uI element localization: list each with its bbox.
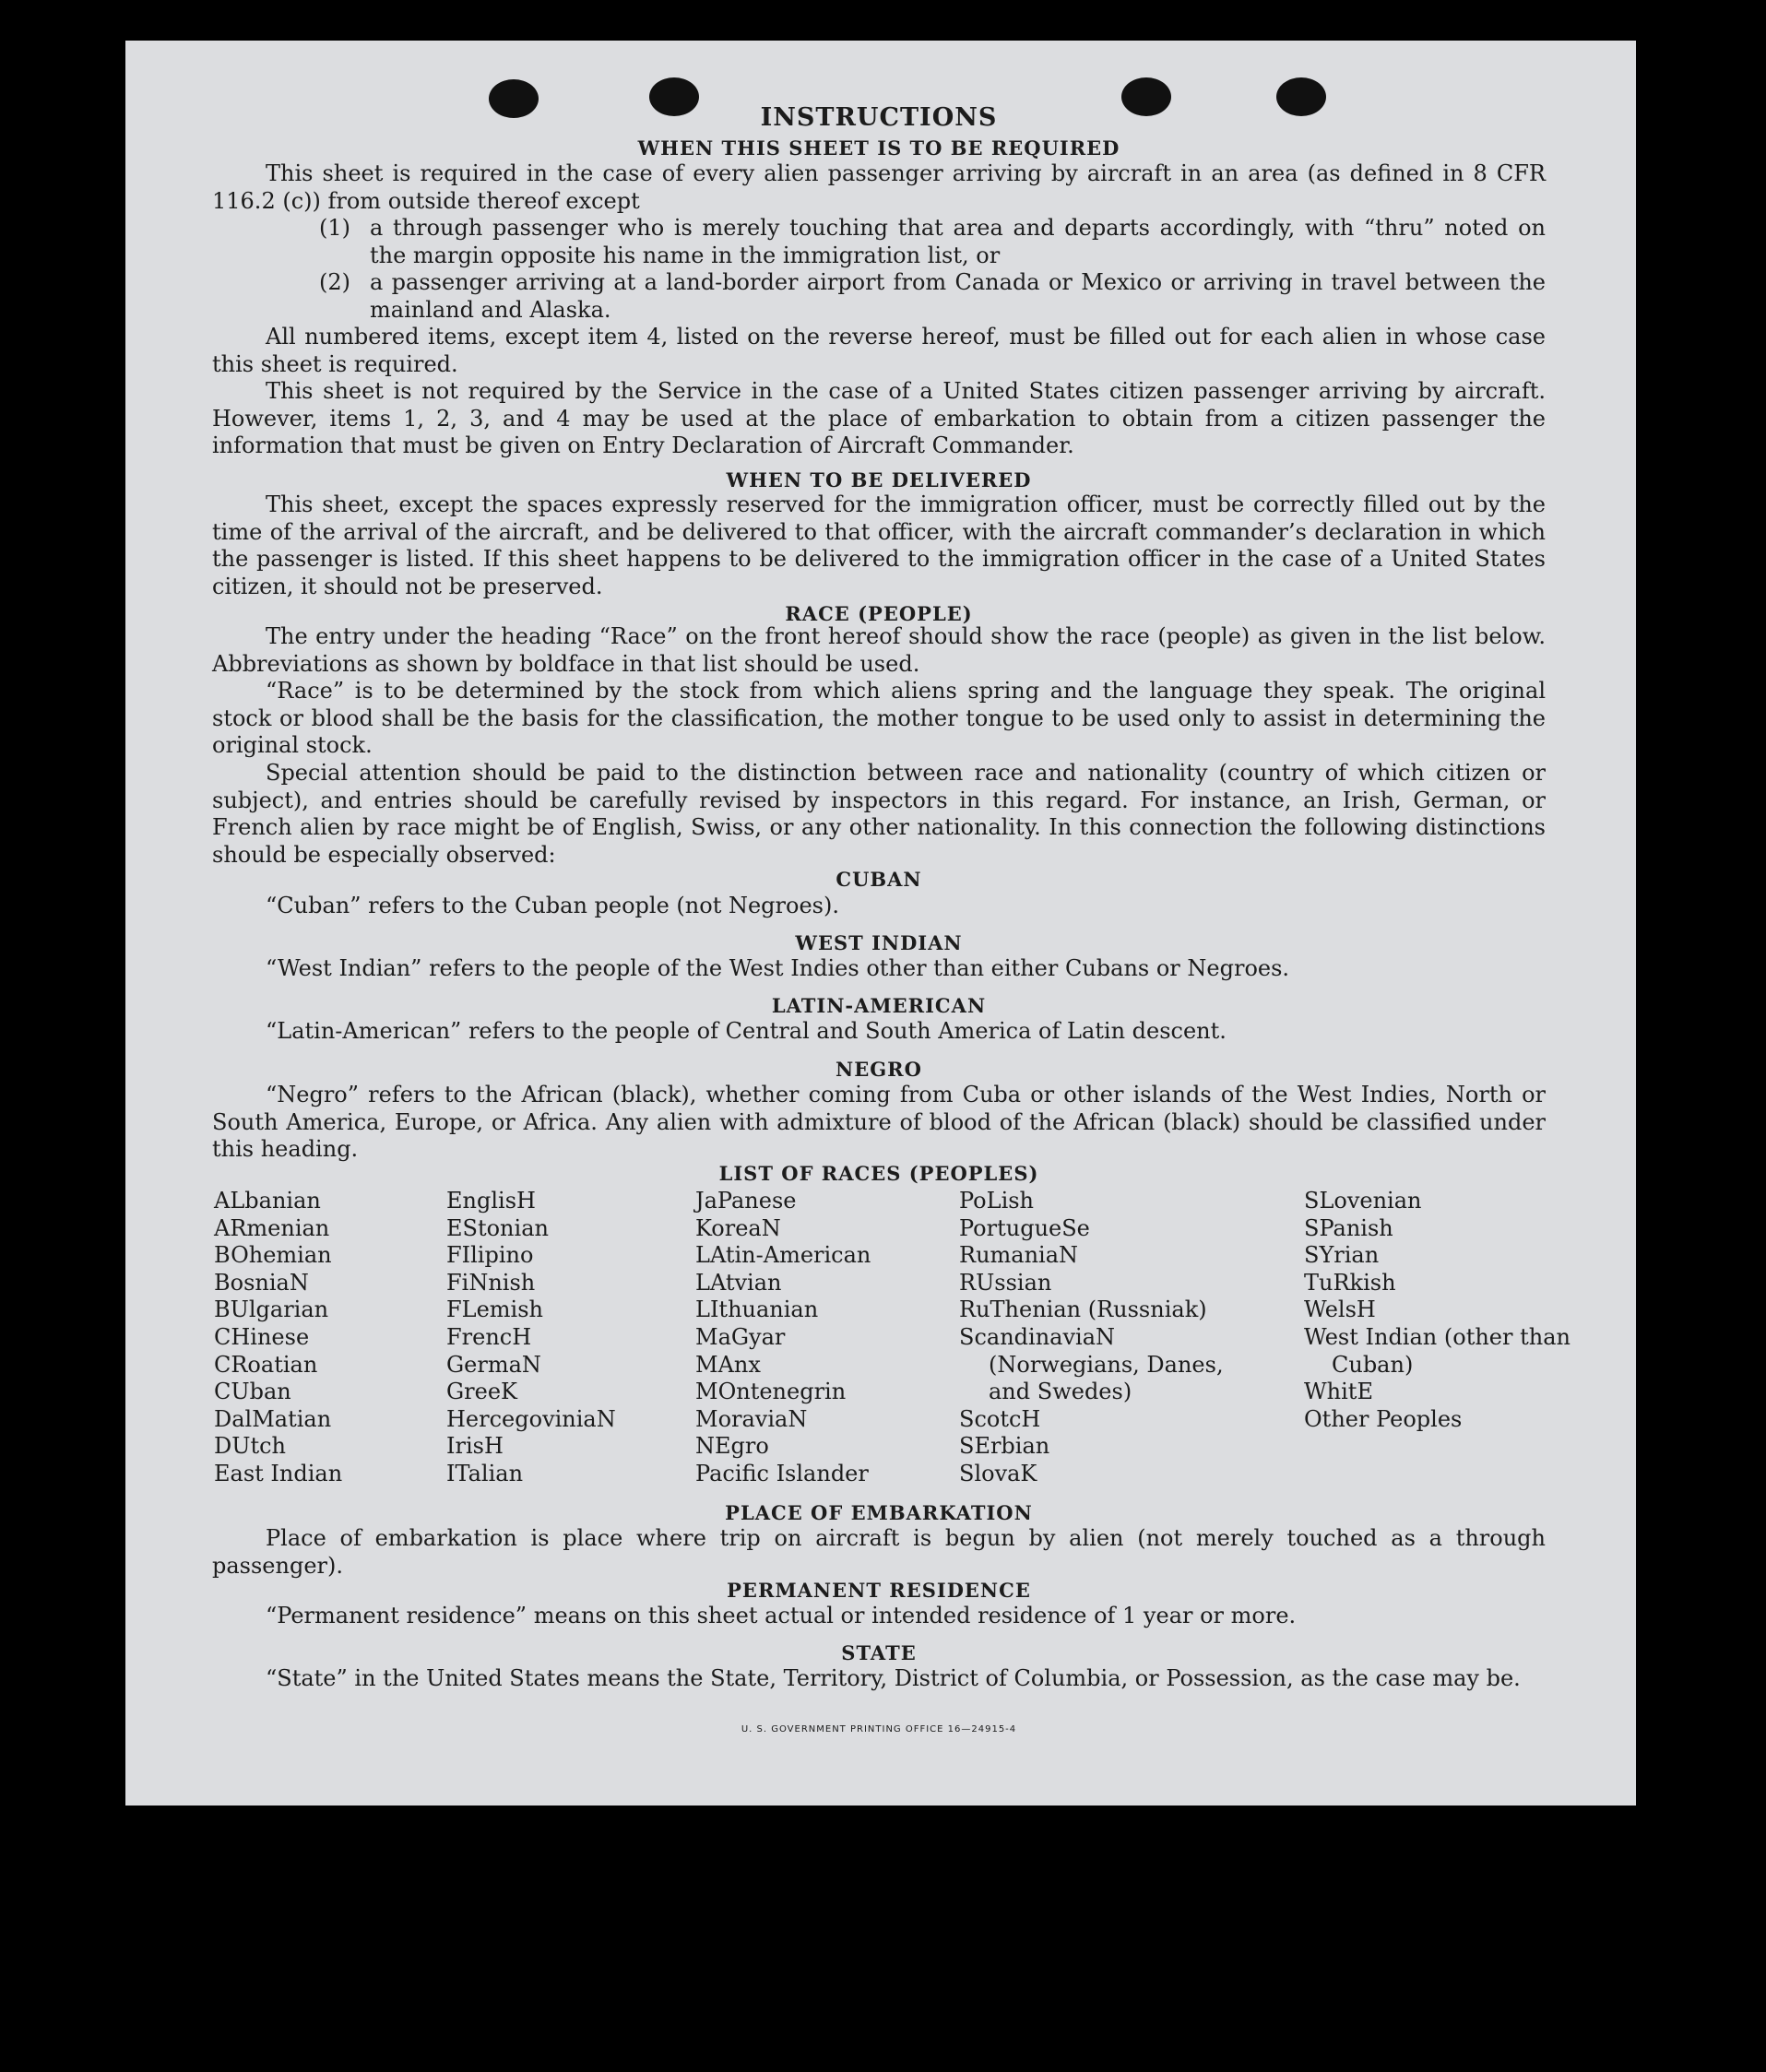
section-heading-state: STATE bbox=[841, 1641, 917, 1664]
race-item: HercegoviniaN bbox=[446, 1405, 616, 1432]
section-heading-race: RACE (PEOPLE) bbox=[785, 602, 973, 625]
list-item bbox=[319, 269, 1546, 324]
race-item: SlovaK bbox=[959, 1460, 1037, 1486]
race-item: WhitE bbox=[1304, 1379, 1373, 1405]
race-item: BUlgarian bbox=[214, 1296, 329, 1323]
paragraph: This sheet is required in the case of every alien passenger arriving by aircraft in an area (as defined in 8 CFR 116.2 (c)) from outside thereof except bbox=[212, 160, 1546, 214]
list-item-number: (2) bbox=[319, 269, 350, 295]
races-column bbox=[446, 1188, 686, 1488]
section-heading-when-required: WHEN THIS SHEET IS TO BE REQUIRED bbox=[637, 136, 1120, 160]
races-column bbox=[959, 1188, 1263, 1488]
race-item: West Indian (other than Cuban) bbox=[1304, 1323, 1570, 1378]
race-item: MaGyar bbox=[695, 1323, 786, 1350]
race-item: IrisH bbox=[446, 1433, 504, 1460]
race-item: EnglisH bbox=[446, 1188, 536, 1214]
section-heading-cuban: CUBAN bbox=[836, 868, 922, 891]
race-item: FiNnish bbox=[446, 1269, 536, 1296]
paragraph: “State” in the United States means the State, Territory, District of Columbia, or Possession, as the case may be. bbox=[266, 1665, 1521, 1691]
races-column bbox=[695, 1188, 954, 1488]
section-heading-west-indian: WEST INDIAN bbox=[795, 931, 963, 954]
race-item: ITalian bbox=[446, 1460, 524, 1486]
list-item bbox=[319, 215, 1546, 269]
paragraph: This sheet is not required by the Service in the case of a United States citizen passenger arriving by aircraft. However, items 1, 2, 3, and 4 may be used at the place of embarkation to obtain from a citizen passenger the information that must be given on Entry Declaration of Aircraft Commander. bbox=[212, 378, 1546, 458]
race-item: CUban bbox=[214, 1379, 291, 1405]
race-item: DUtch bbox=[214, 1433, 287, 1460]
race-item: KoreaN bbox=[695, 1214, 781, 1241]
race-item: Other Peoples bbox=[1304, 1405, 1463, 1432]
race-item: PoLish bbox=[959, 1188, 1035, 1214]
races-column bbox=[214, 1188, 435, 1488]
race-item: ARmenian bbox=[214, 1214, 330, 1241]
paragraph: This sheet, except the spaces expressly reserved for the immigration officer, must be correctly filled out by the time of the arrival of the aircraft, and be delivered to that officer, with the aircraft commander’s declaration in which the passenger is listed. If this sheet happens to be delivered to the immigration officer in the case of a United States citizen, it should not be preserved. bbox=[212, 491, 1546, 599]
race-item: LIthuanian bbox=[695, 1296, 819, 1323]
race-item: SYrian bbox=[1304, 1242, 1380, 1269]
race-item: SLovenian bbox=[1304, 1188, 1422, 1214]
race-item: BosniaN bbox=[214, 1269, 309, 1296]
race-item: MOntenegrin bbox=[695, 1379, 847, 1405]
race-item: JaPanese bbox=[695, 1188, 797, 1214]
paragraph: Place of embarkation is place where trip on aircraft is begun by alien (not merely touched as a through passenger). bbox=[212, 1525, 1546, 1579]
races-column bbox=[1304, 1188, 1570, 1433]
list-item-text: a through passenger who is merely touching that area and departs accordingly, with “thru” noted on the margin opposite his name in the immigration list, or bbox=[370, 215, 1546, 268]
race-item: TuRkish bbox=[1304, 1269, 1396, 1296]
paragraph: The entry under the heading “Race” on the front hereof should show the race (people) as given in the list below. Abbreviations as shown by boldface in that list should be used. bbox=[212, 623, 1546, 677]
paragraph: “Cuban” refers to the Cuban people (not Negroes). bbox=[266, 893, 839, 918]
race-item: RUssian bbox=[959, 1269, 1052, 1296]
section-heading-latin-american: LATIN-AMERICAN bbox=[771, 994, 987, 1017]
paragraph: “Negro” refers to the African (black), whether coming from Cuba or other islands of the West Indies, North or South America, Europe, or Africa. Any alien with admixture of blood of the African (black) should be classified under this heading. bbox=[212, 1082, 1546, 1162]
race-item: BOhemian bbox=[214, 1242, 332, 1269]
printing-office-footer: U. S. GOVERNMENT PRINTING OFFICE 16—24915-4 bbox=[741, 1724, 1017, 1735]
race-item: ALbanian bbox=[214, 1188, 321, 1214]
paragraph: “Race” is to be determined by the stock from which aliens spring and the language they speak. The original stock or blood shall be the basis for the classification, the mother tongue to be used only to assist in determining the original stock. bbox=[212, 678, 1546, 758]
list-item-number: (1) bbox=[319, 215, 350, 241]
race-item: DalMatian bbox=[214, 1405, 332, 1432]
race-item: CHinese bbox=[214, 1323, 310, 1350]
race-item: CRoatian bbox=[214, 1351, 318, 1378]
race-item: SErbian bbox=[959, 1433, 1050, 1460]
race-item: FIlipino bbox=[446, 1242, 534, 1269]
section-heading-embarkation: PLACE OF EMBARKATION bbox=[725, 1501, 1033, 1524]
section-heading-negro: NEGRO bbox=[836, 1058, 922, 1081]
paragraph: “Latin-American” refers to the people of Central and South America of Latin descent. bbox=[266, 1018, 1227, 1044]
race-item: NEgro bbox=[695, 1433, 769, 1460]
section-heading-residence: PERMANENT RESIDENCE bbox=[727, 1579, 1031, 1602]
race-item: RuThenian (Russniak) bbox=[959, 1296, 1207, 1323]
race-item: FLemish bbox=[446, 1296, 543, 1323]
section-heading-races-list: LIST OF RACES (PEOPLES) bbox=[718, 1162, 1039, 1185]
paragraph: Special attention should be paid to the distinction between race and nationality (country of which citizen or subject), and entries should be carefully revised by inspectors in this regard. For instance, an Irish, German, or French alien by race might be of English, Swiss, or any other nationality. In this connection the following distinctions should be especially observed: bbox=[212, 760, 1546, 868]
race-item: EStonian bbox=[446, 1214, 549, 1241]
page-title: INSTRUCTIONS bbox=[760, 103, 998, 132]
race-item: ScandinaviaN (Norwegians, Danes, and Swedes) bbox=[959, 1323, 1224, 1405]
race-item: MoraviaN bbox=[695, 1405, 808, 1432]
race-item: WelsH bbox=[1304, 1296, 1376, 1323]
list-item-text: a passenger arriving at a land-border airport from Canada or Mexico or arriving in travel between the mainland and Alaska. bbox=[370, 269, 1546, 323]
race-item: RumaniaN bbox=[959, 1242, 1079, 1269]
section-heading-when-delivered: WHEN TO BE DELIVERED bbox=[726, 468, 1032, 491]
document-page bbox=[125, 41, 1636, 1806]
race-item: FrencH bbox=[446, 1323, 532, 1350]
race-item: East Indian bbox=[214, 1460, 343, 1486]
race-item: LAtvian bbox=[695, 1269, 782, 1296]
race-item: SPanish bbox=[1304, 1214, 1393, 1241]
paragraph: “West Indian” refers to the people of the West Indies other than either Cubans or Negroes. bbox=[266, 955, 1290, 981]
race-item: ScotcH bbox=[959, 1405, 1041, 1432]
race-item: Pacific Islander bbox=[695, 1460, 869, 1486]
race-item: LAtin-American bbox=[695, 1242, 871, 1269]
race-item: PortugueSe bbox=[959, 1214, 1090, 1241]
race-item: GermaN bbox=[446, 1351, 541, 1378]
paragraph: All numbered items, except item 4, listed on the reverse hereof, must be filled out for each alien in whose case this sheet is required. bbox=[212, 324, 1546, 377]
race-item: MAnx bbox=[695, 1351, 761, 1378]
race-item: GreeK bbox=[446, 1379, 517, 1405]
paragraph: “Permanent residence” means on this sheet actual or intended residence of 1 year or more. bbox=[266, 1603, 1297, 1628]
